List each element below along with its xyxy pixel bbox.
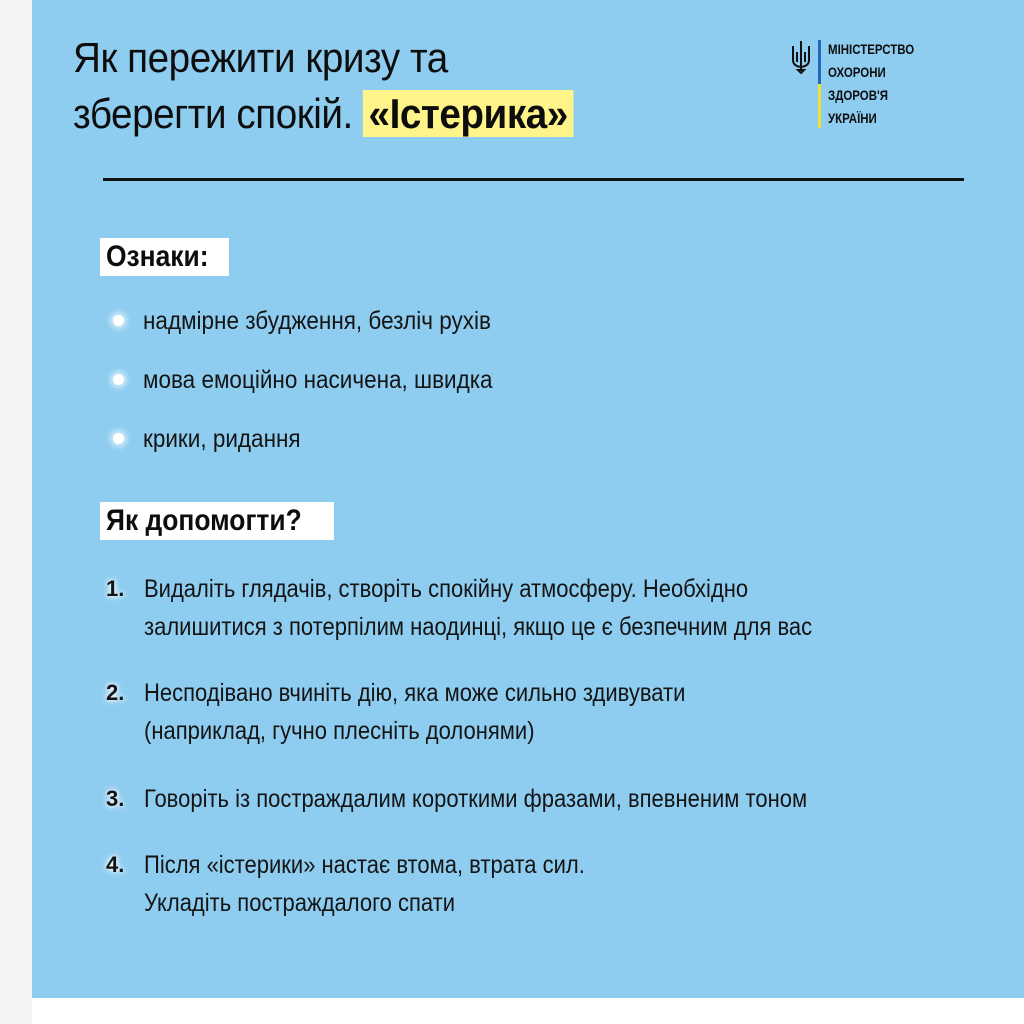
list-item (100, 570, 980, 674)
step-number: 4. (106, 852, 125, 877)
step-text (144, 846, 936, 922)
trident-icon (790, 40, 812, 74)
step-line: залишитися з потерпілим наодинці, якщо це є безпечним для вас (144, 613, 813, 641)
logo-line: ЗДОРОВ'Я (828, 87, 889, 103)
logo-bar-yellow (818, 84, 821, 128)
step-text (144, 674, 936, 750)
step-line: Після «істерики» настає втома, втрата сил. (144, 851, 585, 879)
logo-line: МІНІСТЕРСТВО (828, 41, 915, 57)
sign-text: мова емоційно насичена, швидка (143, 366, 493, 394)
step-line: Несподівано вчиніть дію, яка може сильно здивувати (144, 679, 686, 707)
title-highlight: «Істерика» (363, 90, 573, 137)
sign-text: крики, ридання (143, 425, 301, 453)
step-line: Укладіть постраждалого спати (144, 889, 456, 917)
help-heading (100, 502, 334, 540)
bullet-dot (113, 315, 124, 326)
step-text (144, 570, 936, 646)
sign-text: надмірне збудження, безліч рухів (143, 307, 491, 335)
page-title (73, 30, 662, 142)
title-line-2-text: зберегти спокій. (73, 90, 353, 137)
signs-heading-text: Ознаки: (106, 240, 209, 273)
step-number: 2. (106, 680, 125, 705)
help-heading-text: Як допомогти? (106, 504, 302, 537)
bullet-dot (113, 374, 124, 385)
logo-line: ОХОРОНИ (828, 64, 886, 80)
title-divider (103, 178, 964, 181)
logo-text (828, 38, 914, 130)
title-line-2 (73, 86, 662, 142)
step-number: 1. (106, 576, 125, 601)
step-line: Видаліть глядачів, створіть спокійну атмосферу. Необхідно (144, 575, 749, 603)
list-item (100, 674, 980, 780)
step-line: Говоріть із постраждалим короткими фразами, впевненим тоном (144, 785, 808, 813)
step-text (144, 780, 936, 818)
ministry-logo (790, 38, 950, 134)
logo-bar-blue (818, 40, 821, 84)
list-item (100, 780, 980, 846)
list-item (100, 846, 980, 926)
title-line-1: Як пережити кризу та (73, 34, 448, 81)
signs-heading (100, 238, 229, 276)
step-line: (наприклад, гучно плесніть долонями) (144, 717, 535, 745)
logo-line: УКРАЇНИ (828, 110, 877, 126)
bullet-dot (113, 433, 124, 444)
help-steps (100, 570, 980, 926)
step-number: 3. (106, 786, 125, 811)
footer-strip (32, 998, 1024, 1024)
